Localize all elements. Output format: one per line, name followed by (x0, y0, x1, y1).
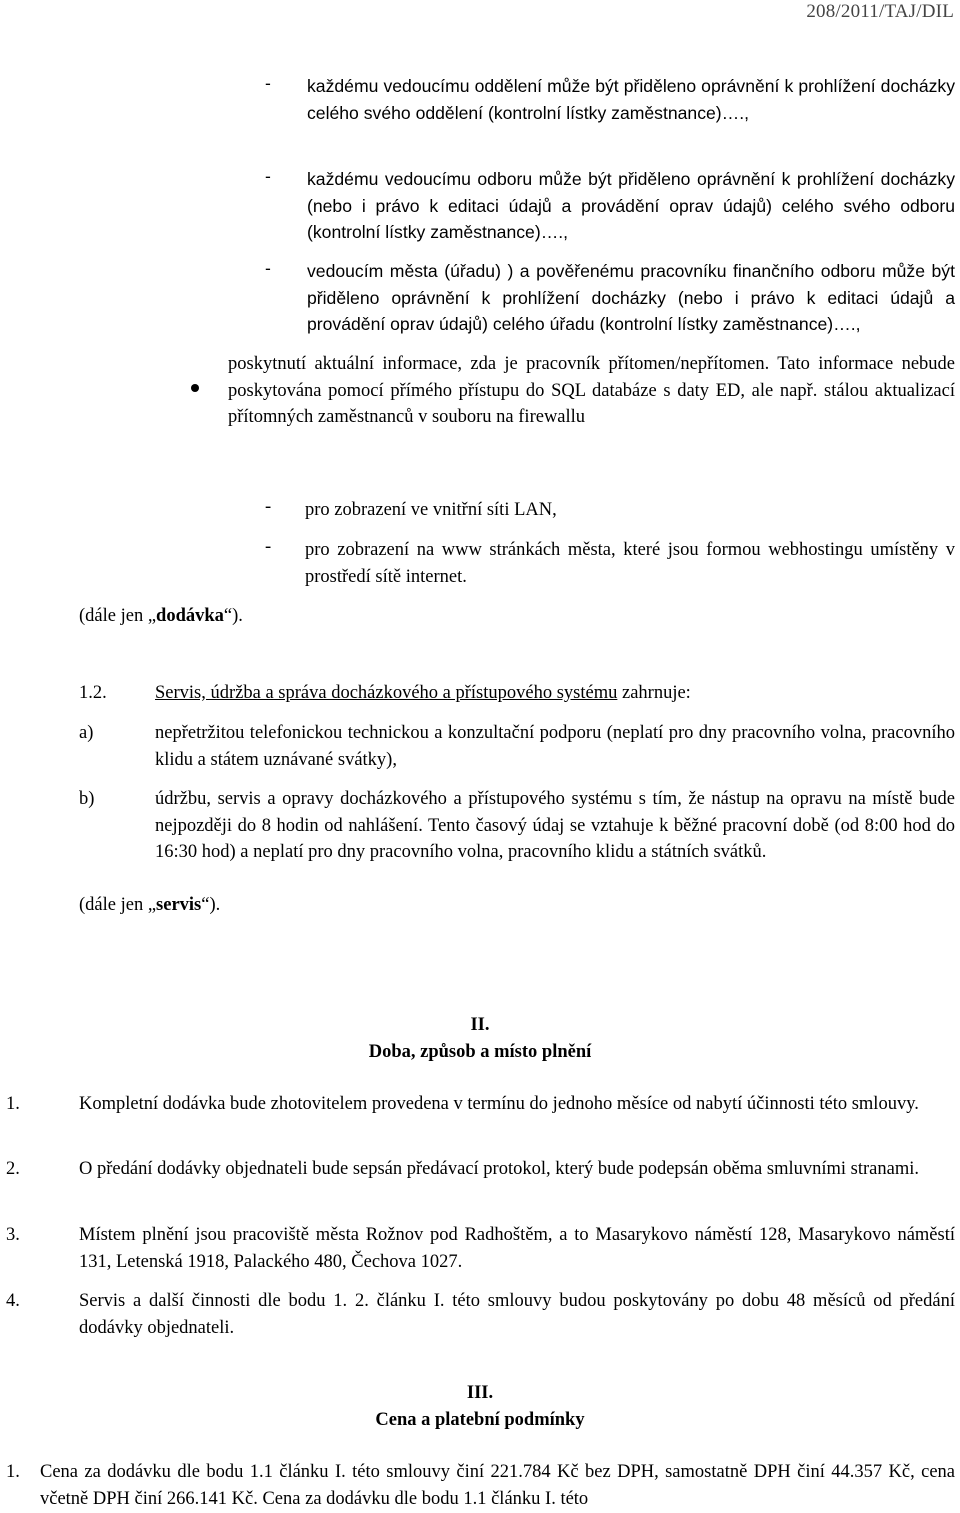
item-number: 4. (6, 1291, 20, 1311)
dodavka-definition: (dále jen „dodávka“). (79, 606, 243, 626)
chapter-number: II. (470, 1015, 490, 1035)
chapter-title: Cena a platební podmínky (375, 1410, 585, 1430)
list-item: Kompletní dodávka bude zhotovitelem provedena v termínu do jednoho měsíce od nabytí účinnosti této smlouvy. (79, 1094, 919, 1114)
section-number: 1.2. (79, 683, 107, 703)
servis-definition: (dále jen „servis“). (79, 895, 221, 915)
bullet-paragraph: poskytnutí aktuální informace, zda je pracovník přítomen/nepřítomen. Tato informace nebude poskytována pomocí přímého přístupu do SQL databáze s daty ED, ale např. stálou aktualizací přítomných zaměstnanců v souboru na firewallu (228, 354, 955, 427)
item-letter: a) (79, 723, 94, 743)
bullet-icon (191, 384, 199, 392)
list-dash: - (265, 73, 271, 93)
list-item: pro zobrazení ve vnitřní síti LAN, (305, 500, 557, 520)
item-number: 1. (6, 1094, 20, 1114)
list-dash: - (265, 166, 271, 186)
chapter-title: Doba, způsob a místo plnění (368, 1042, 592, 1062)
chapter-number: III. (466, 1383, 494, 1403)
item-number: 3. (6, 1225, 20, 1245)
item-number: 1. (6, 1462, 20, 1482)
item-letter: b) (79, 789, 95, 809)
list-item: údržbu, servis a opravy docházkového a přístupového systému s tím, že nástup na opravu na místě bude nejpozději do 8 hodin od nahlášení. Tento časový údaj se vztahuje k běžné pracovní době (od 8:00 hod do 16:30 hod) a neplatí pro dny pracovního volna, pracovního klidu a státních svátků. (155, 789, 955, 862)
list-item: každému vedoucímu oddělení může být přiděleno oprávnění k prohlížení docházky celého svého oddělení (kontrolní lístky zaměstnance)…., (307, 76, 955, 123)
list-item: Místem plnění jsou pracoviště města Rožnov pod Radhoštěm, a to Masarykovo náměstí 128, Masarykovo náměstí 131, Letenská 1918, Palackého 480, Čechova 1027. (79, 1225, 955, 1272)
section-heading: Servis, údržba a správa docházkového a přístupového systému zahrnuje: (155, 683, 691, 703)
list-item: Servis a další činnosti dle bodu 1. 2. článku I. této smlouvy budou poskytovány po dobu 48 měsíců od předání dodávky objednateli. (79, 1291, 955, 1338)
list-item: každému vedoucímu odboru může být přiděleno oprávnění k prohlížení docházky (nebo i právo k editaci údajů a provádění oprav údajů) celého svého odboru (kontrolní lístky zaměstnance)…., (307, 169, 955, 242)
list-item: nepřetržitou telefonickou technickou a konzultační podporu (neplatí pro dny pracovního volna, pracovního klidu a státem uznávané svátky), (155, 723, 955, 770)
list-item: pro zobrazení na www stránkách města, které jsou formou webhostingu umístěny v prostředí sítě internet. (305, 540, 955, 587)
item-number: 2. (6, 1159, 20, 1179)
list-dash: - (265, 258, 271, 278)
document-reference: 208/2011/TAJ/DIL (806, 1, 954, 22)
list-dash: - (265, 497, 272, 517)
list-item: Cena za dodávku dle bodu 1.1 článku I. této smlouvy činí 221.784 Kč bez DPH, samostatně DPH činí 44.357 Kč, cena včetně DPH činí 266.141 Kč. Cena za dodávku dle bodu 1.1 článku I. této (40, 1462, 955, 1509)
list-dash: - (265, 537, 272, 557)
list-item: vedoucím města (úřadu) ) a pověřenému pracovníku finančního odboru může být přiděleno oprávnění k prohlížení docházky (nebo i právo k editaci údajů a provádění oprav údajů) celého úřadu (kontrolní lístky zaměstnance)…., (307, 261, 955, 334)
list-item: O předání dodávky objednateli bude sepsán předávací protokol, který bude podepsán oběma smluvními stranami. (79, 1159, 919, 1179)
